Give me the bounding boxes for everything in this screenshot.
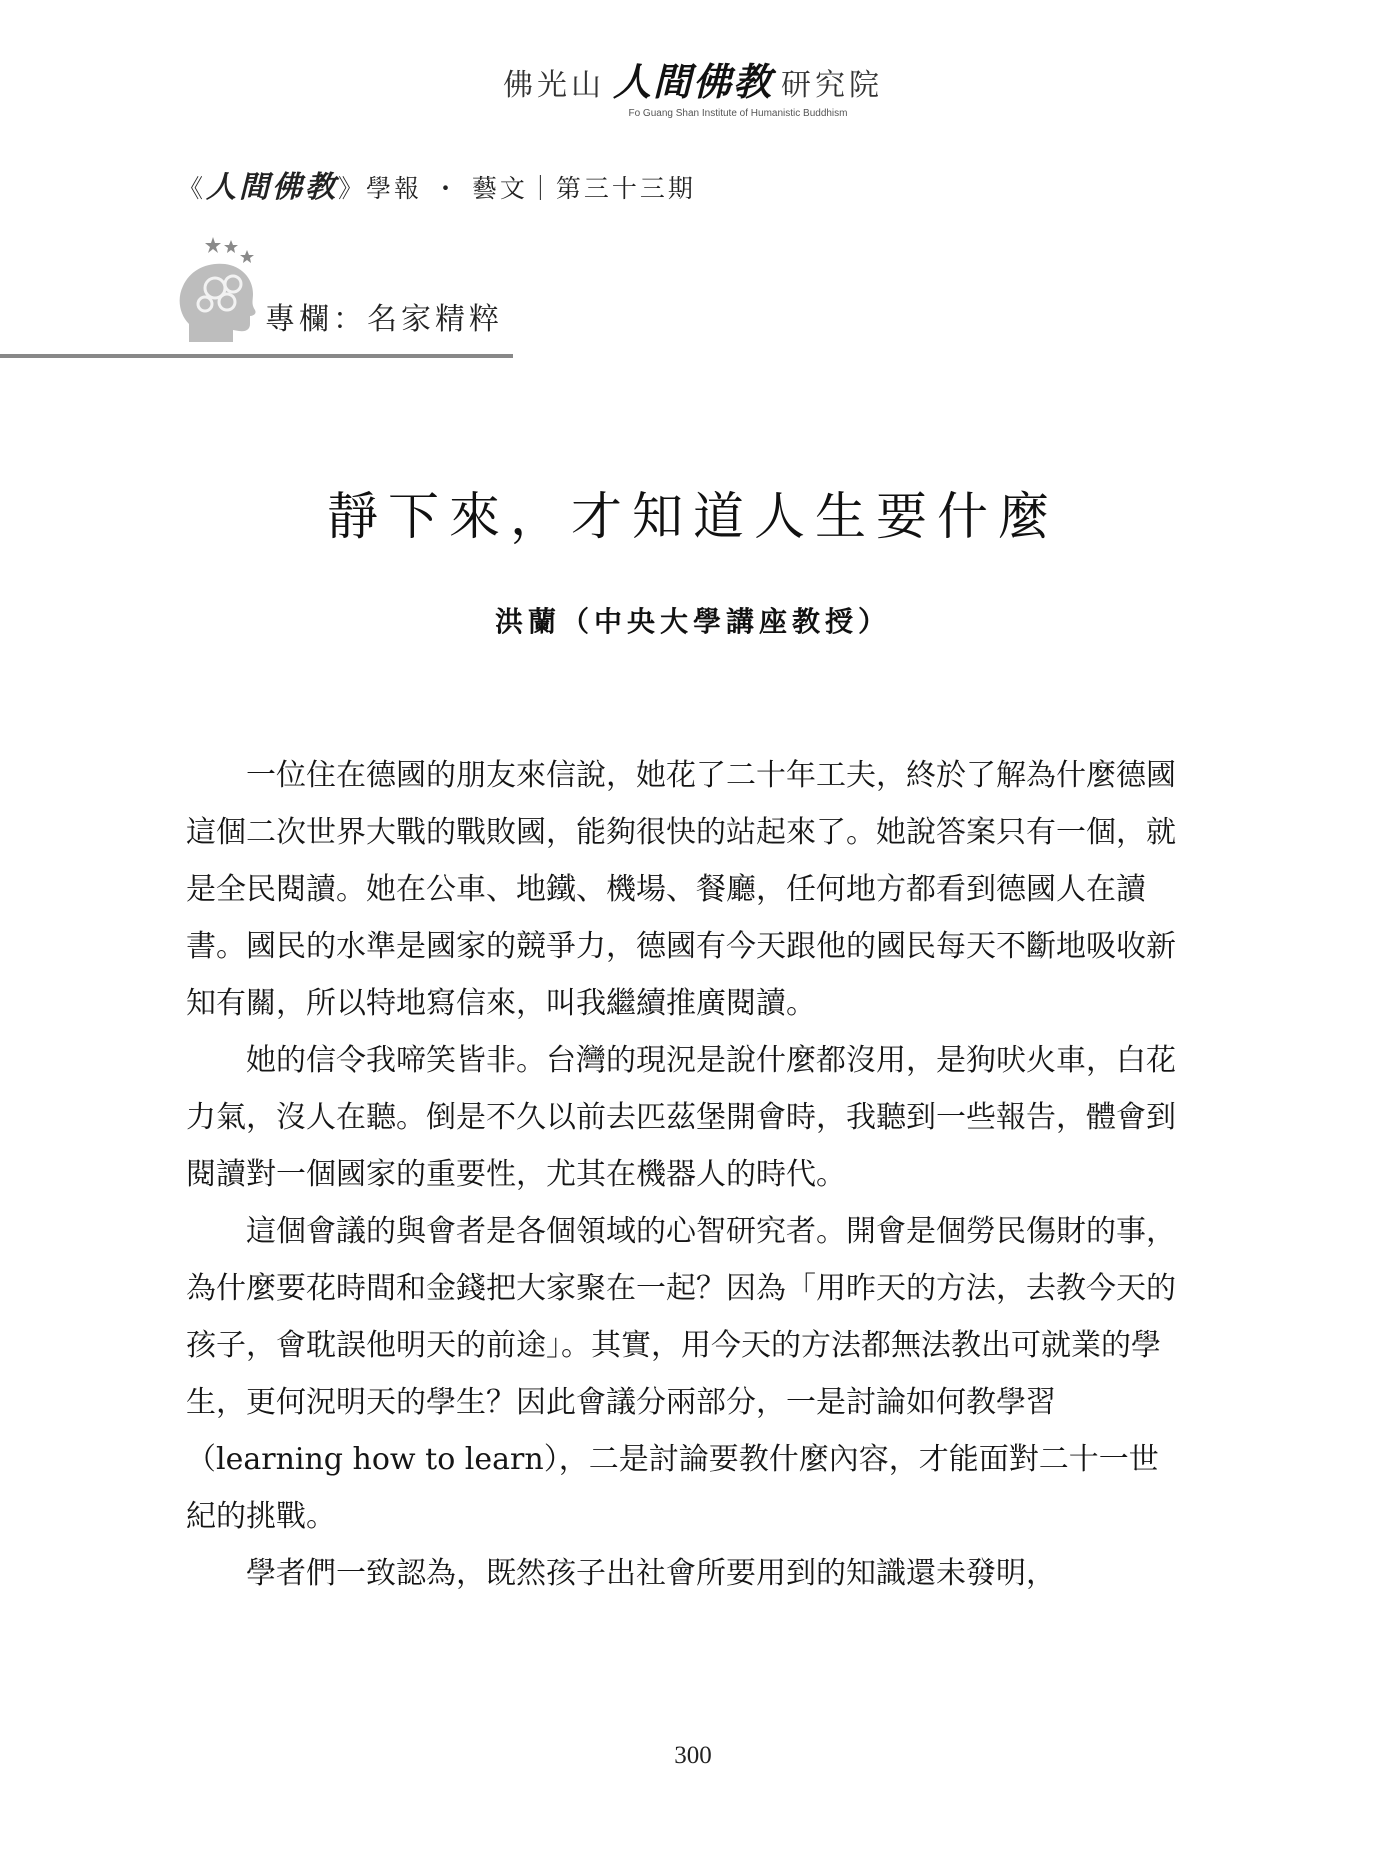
column-divider [0,354,513,358]
institute-suffix: 研究院 [781,68,883,103]
article-title: 靜下來，才知道人生要什麼 [326,488,1059,547]
page-number: 300 [674,1742,712,1769]
institute-header [0,59,1386,119]
institute-name [0,59,1386,106]
institute-prefix: 佛光山 [502,68,605,103]
article-body [186,747,1181,1602]
author-byline: 洪蘭（中央大學講座教授） [494,605,891,638]
institute-english-name: Fo Guang Shan Institute of Humanistic Buddhism [628,108,848,119]
paragraph: 這個會議的與會者是各個領域的心智研究者。開會是個勞民傷財的事，為什麼要花時間和金錢把大家聚在一起？因為「用昨天的方法，去教今天的孩子，會耽誤他明天的前途」。其實，用今天的方法都無法教出可就業的學生，更何況明天的學生？因此會議分兩部分，一是討論如何教學習（learning how to learn），二是討論要教什麼內容，才能面對二十一世紀的挑戰。 [186,1214,1176,1534]
paragraph: 她的信令我啼笑皆非。台灣的現況是說什麼都沒用，是狗吠火車，白花力氣，沒人在聽。倒是不久以前去匹茲堡開會時，我聽到一些報告，體會到閱讀對一個國家的重要性，尤其在機器人的時代。 [186,1043,1176,1192]
stars-icon [205,237,254,263]
column-badge [0,232,520,362]
paragraph: 學者們一致認為，既然孩子出社會所要用到的知識還未發明， [246,1556,1056,1591]
institute-brush-logo: 人間佛教 [612,59,773,104]
paragraph: 一位住在德國的朋友來信說，她花了二十年工夫，終於了解為什麼德國這個二次世界大戰的戰敗國，能夠很快的站起來了。她說答案只有一個，就是全民閱讀。她在公車、地鐵、機場、餐廳，任何地方都看到德國人在讀書。國民的水準是國家的競爭力，德國有今天跟他的國民每天不斷地吸收新知有關，所以特地寫信來，叫我繼續推廣閱讀。 [186,758,1176,1021]
journal-running-head [178,162,696,206]
head-profile-icon [175,232,265,352]
journal-issue-info: 》學報 ・ 藝文｜第三十三期 [338,174,696,203]
journal-open-quote: 《 [178,174,207,203]
column-title: 專欄：名家精粹 [265,302,503,337]
journal-brush-title: 人間佛教 [206,170,339,205]
